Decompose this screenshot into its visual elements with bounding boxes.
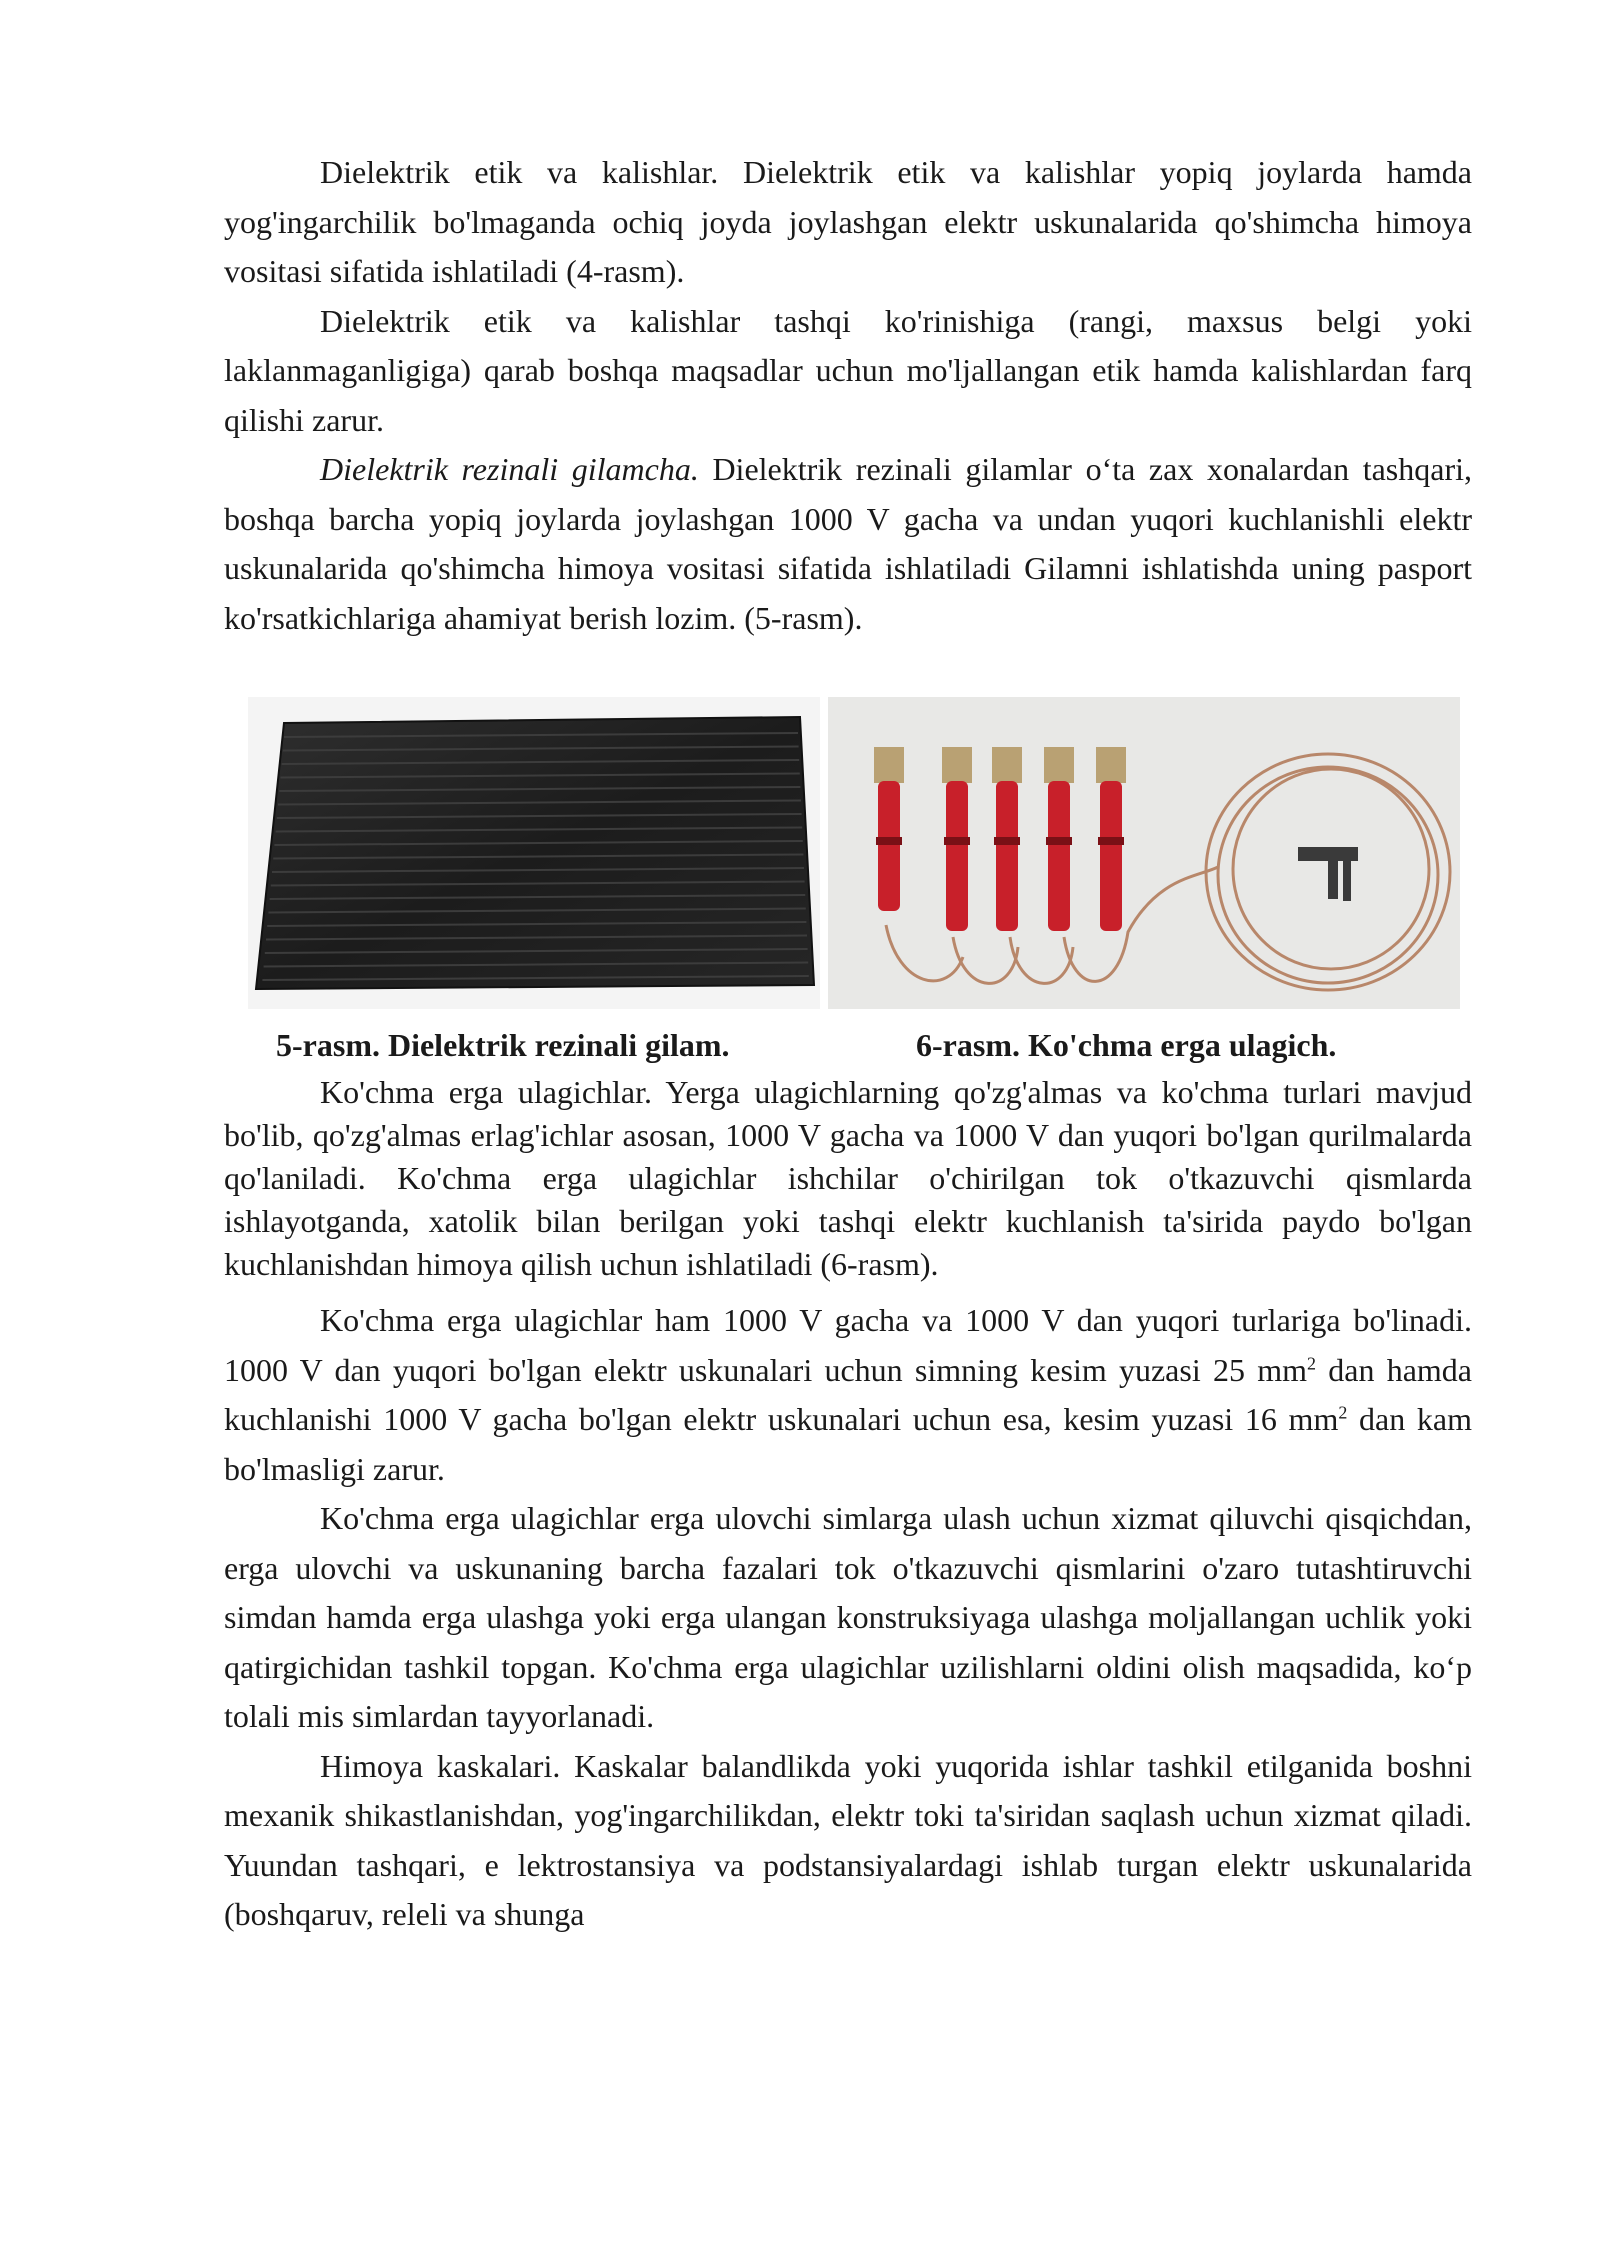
clamp-handle	[942, 747, 972, 931]
clamp-handle	[1044, 747, 1074, 931]
figure-captions	[224, 1023, 1472, 1071]
paragraph-portable-grounding: Ko'chma erga ulagichlar. Yerga ulagichlarning qo'zg'almas va ko'chma turlari mavjud bo'lib, qo'zg'almas erlag'ichlar asosan, 1000 V gacha va 1000 V dan yuqori bo'lgan qurilmalarda qo'laniladi. Ko'chma erga ulagichlar ishchilar o'chirilgan tok o'tkazuvchi qismlarda ishlayotganda, xatolik bilan berilgan yoki tashqi elektr kuchlanish ta'sirida paydo bo'lgan kuchlanishdan himoya qilish uchun ishlatiladi (6-rasm).	[224, 1074, 1473, 1282]
clamp-handle	[874, 747, 904, 911]
document-page	[224, 148, 1472, 1940]
paragraph-rubber-mat: Dielektrik rezinali gilamcha. Dielektrik rezinali gilamlar o‘ta zax xonalardan tashqari, boshqa barcha yopiq joylarda joylashgan 1000 V gacha va undan yuqori kuchlanishli elektr uskunalarida qo'shimcha himoya vositasi sifatida ishlatiladi Gilamni ishlatishda uning pasport ko'rsatkichlariga ahamiyat berish lozim. (5-rasm).	[224, 451, 1473, 636]
clamp-handle	[1096, 747, 1126, 931]
figure-6-caption: 6-rasm. Ko'chma erga ulagich.	[916, 1027, 1337, 1063]
term-rubber-mat: Dielektrik rezinali gilamcha.	[320, 451, 699, 487]
figures-row	[224, 697, 1472, 1017]
portable-grounding-image	[828, 697, 1460, 1009]
term-dielectric-boots: Dielektrik etik va kalishlar.	[320, 154, 719, 190]
clamp-handle	[992, 747, 1022, 931]
paragraph-grounding-construction: Ko'chma erga ulagichlar erga ulovchi simlarga ulash uchun xizmat qiluvchi qisqichdan, erga ulovchi va uskunaning barcha fazalari tok o'tkazuvchi qismlarini o'zaro tutashtiruvchi simdan hamda erga ulashga yoki erga ulangan konstruksiyaga ulashga moljallangan uchlik yoki qatirgichidan tashkil topgan. Ko'chma erga ulagichlar uzilishlarni oldini olish maqsadida, ko‘p tolali mis simlardan tayyorlanadi.	[224, 1500, 1472, 1734]
paragraph-grounding-types: Ko'chma erga ulagichlar ham 1000 V gacha va 1000 V dan yuqori turlariga bo'linadi. 1000 V dan yuqori bo'lgan elektr uskunalari uchun simning kesim yuzasi 25 $mm^2$ dan hamda kuchlanishi 1000 V gacha bo'lgan elektr uskunalari uchun esa, kesim yuzasi 16 $mm^2$ dan kam bo'lmasligi zarur.	[224, 1302, 1473, 1487]
rubber-mat-image	[248, 697, 820, 1009]
figure-5-caption: 5-rasm. Dielektrik rezinali gilam.	[276, 1027, 730, 1063]
term-portable-grounding: Ko'chma erga ulagichlar.	[320, 1074, 653, 1110]
paragraph-boots-appearance: Dielektrik etik va kalishlar tashqi ko'rinishiga (rangi, maxsus belgi yoki laklanmaganligiga) qarab boshqa maqsadlar uchun mo'ljallangan etik hamda kalishlardan farq qilishi zarur.	[224, 302, 1472, 438]
term-helmets: Himoya kaskalari.	[320, 1747, 561, 1784]
paragraph-helmets: Himoya kaskalari. Kaskalar balandlikda yoki yuqorida ishlar tashkil etilganida boshni mexanik shikastlanishdan, yog'ingarchilikdan, elektr toki ta'siridan saqlash uchun xizmat qiladi. Yuundan tashqari, e lektrostansiya va podstansiyalardagi ishlab turgan elektr uskunalarida (boshqaruv, releli va shunga	[224, 1747, 1473, 1932]
paragraph-dielectric-boots: Dielektrik etik va kalishlar. Dielektrik etik va kalishlar yopiq joylarda hamda yog'ingarchilik bo'lmaganda ochiq joyda joylashgan elektr uskunalarida qo'shimcha himoya vositasi sifatida ishlatiladi (4-rasm).	[224, 154, 1473, 289]
